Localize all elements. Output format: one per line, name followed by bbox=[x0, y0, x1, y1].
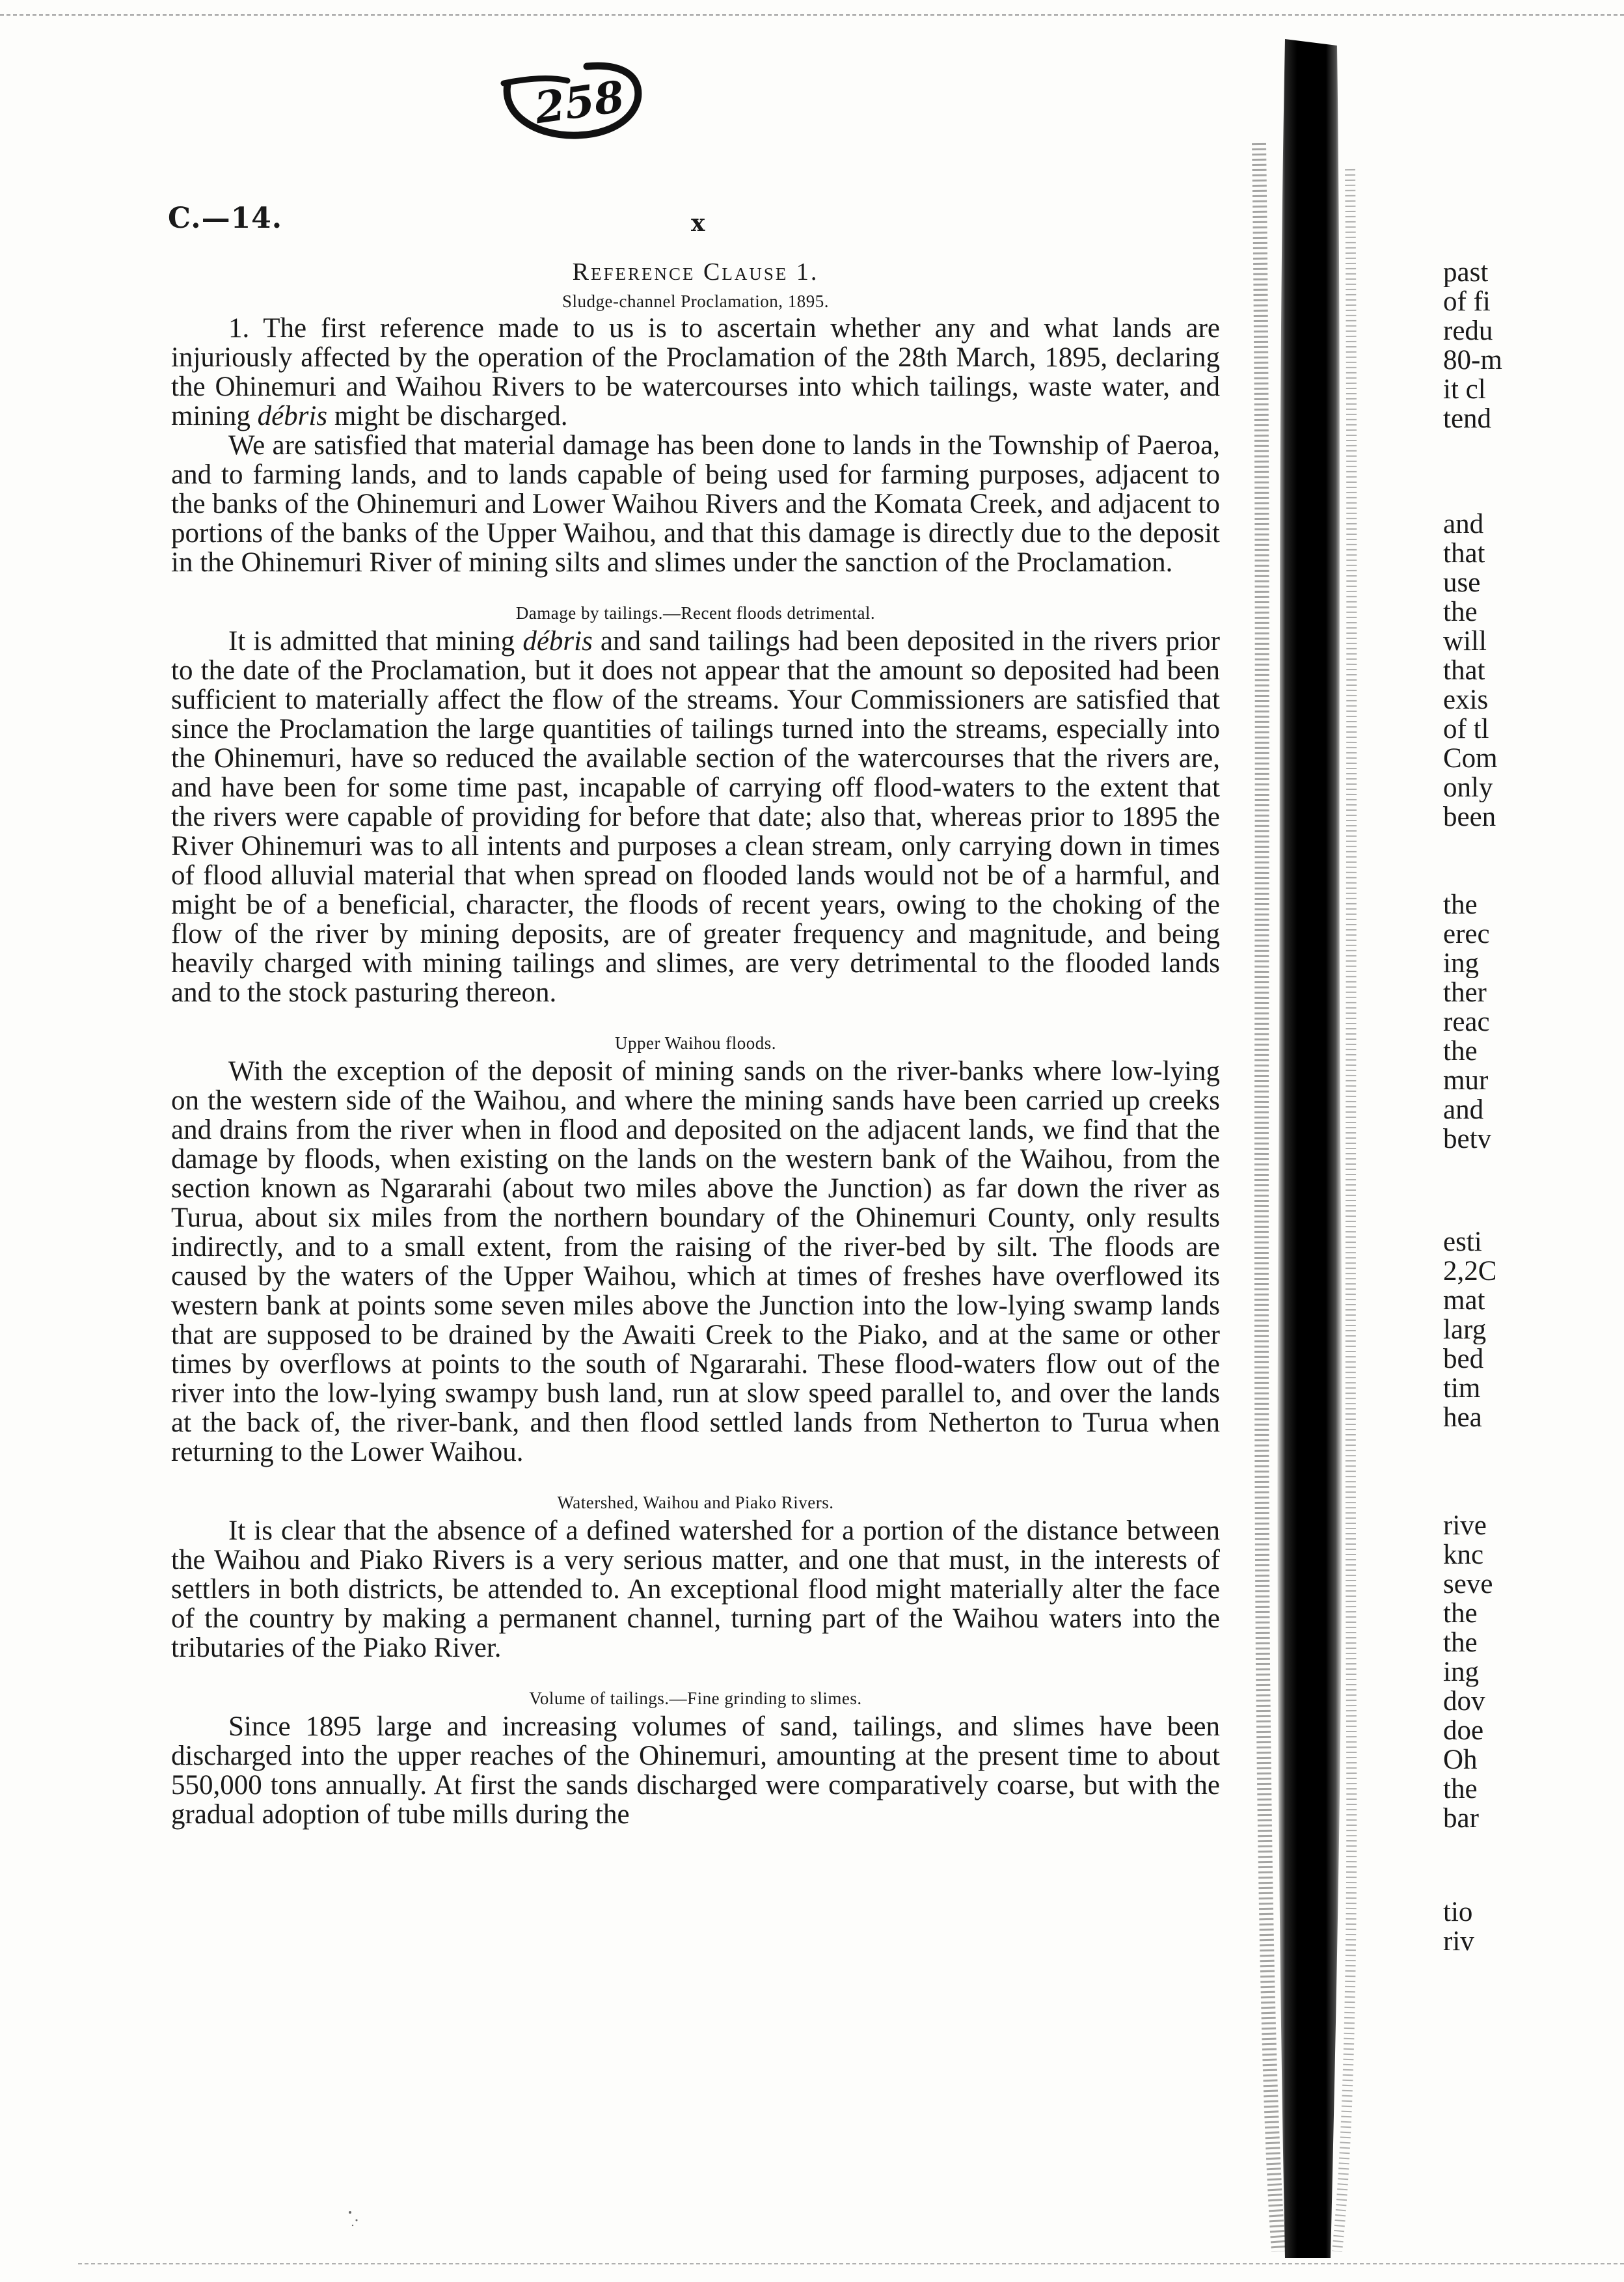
section-subtitle: Sludge-channel Proclamation, 1895. bbox=[562, 292, 829, 311]
facing-page-fragment: tio bbox=[1443, 1897, 1473, 1927]
facing-page-fragment: bar bbox=[1443, 1804, 1479, 1833]
facing-page-fragment: the bbox=[1443, 890, 1478, 919]
stamp-number: 258 bbox=[531, 70, 628, 134]
facing-page-fragment: will bbox=[1443, 627, 1487, 656]
facing-page-fragment: Oh bbox=[1443, 1745, 1478, 1774]
subsection-heading: Damage by tailings.—Recent floods detrimental. bbox=[515, 603, 876, 623]
text-run: Since 1895 large and increasing volumes of sand, tailings, and slimes have been discharged into the upper reaches of the Ohinemuri, amounting at the present time to about 550,000 tons annually. At first the sands discharged were comparatively coarse, but with the gradual adoption of tube mills during the bbox=[171, 1711, 1220, 1830]
paragraph bbox=[171, 1712, 1220, 1829]
facing-page-fragment: the bbox=[1443, 1037, 1478, 1066]
italic-term: débris bbox=[257, 401, 328, 431]
facing-page-fragment: 80-m bbox=[1443, 346, 1502, 375]
text-run: It is clear that the absence of a defined watershed for a portion of the distance between the Waihou and Piako Rivers is a very serious matter, and one that must, in the interests of settlers in both districts, be attended to. An exceptional flood might materially alter the face of the country by making a permanent channel, turning part of the Waihou waters into the tributaries of the Piako River. bbox=[171, 1515, 1220, 1663]
paragraph bbox=[171, 627, 1220, 1007]
paragraph bbox=[171, 1516, 1220, 1663]
facing-page-fragment: the bbox=[1443, 1774, 1478, 1804]
facing-page-fragment: ing bbox=[1443, 949, 1479, 978]
document-reference: C.—14. bbox=[168, 202, 283, 235]
paragraph bbox=[171, 1057, 1220, 1467]
facing-page-fragment: only bbox=[1443, 773, 1493, 802]
scan-speckle bbox=[345, 2206, 371, 2236]
facing-page-fragment: the bbox=[1443, 597, 1478, 627]
facing-page-fragment: use bbox=[1443, 568, 1481, 597]
subsection-heading: Upper Waihou floods. bbox=[614, 1033, 777, 1053]
facing-page-fragment: mur bbox=[1443, 1066, 1489, 1095]
body-text bbox=[171, 314, 1220, 1829]
facing-page-fragment: the bbox=[1443, 1599, 1478, 1628]
facing-page-fragment: the bbox=[1443, 1628, 1478, 1657]
section-title: Reference Clause 1. bbox=[572, 258, 819, 286]
facing-page-fragment: mat bbox=[1443, 1285, 1485, 1315]
facing-page-fragment: rive bbox=[1443, 1511, 1487, 1540]
facing-page-fragment: ing bbox=[1443, 1657, 1479, 1687]
scan-edge-top bbox=[0, 14, 1624, 16]
facing-page-fragment: and bbox=[1443, 509, 1484, 539]
paragraph bbox=[171, 314, 1220, 431]
facing-page-fragment: larg bbox=[1443, 1314, 1487, 1344]
text-run: and sand tailings had been deposited in the rivers prior to the date of the Proclamation, but it does not appear that the amount so deposited had been sufficient to materially affect the flow of the streams. Your Commissioners are satisfied that since the Proclamation the large quantities of tailings turned into the streams, especially into the Ohinemuri, have so reduced the available section of the watercourses that the rivers are, and have been for some time past, incapable of carrying off flood-waters to the extent that the rivers were capable of providing for before that date; also that, whereas prior to 1895 the River Ohinemuri was to all intents and purposes a clean stream, only carrying down in times of flood alluvial material that when spread on flooded lands would not be of a harmful, and might be of a beneficial, character, the floods of recent years, owing to the choking of the flow of the river by mining deposits, are of greater frequency and magnitude, and being heavily charged with mining tailings and slimes, are very detrimental to the flooded lands and to the stock pasturing thereon. bbox=[171, 626, 1220, 1008]
facing-page-fragment: hea bbox=[1443, 1402, 1482, 1432]
facing-page-fragment: tim bbox=[1443, 1373, 1481, 1403]
facing-page-fragment: erec bbox=[1443, 919, 1490, 949]
text-run: We are satisfied that material damage has been done to lands in the Township of Paeroa, and to farming lands, and to lands capable of being used for farming purposes, adjacent to the banks of the Ohinemuri and Lower Waihou Rivers and the Komata Creek, and adjacent to portions of the banks of the Upper Waihou, and that this damage is directly due to the deposit in the Ohinemuri River of mining silts and slimes under the sanction of the Proclamation. bbox=[171, 430, 1220, 578]
facing-page-fragment: Com bbox=[1443, 744, 1498, 773]
subsection-heading: Volume of tailings.—Fine grinding to slimes. bbox=[529, 1689, 862, 1708]
paragraph bbox=[171, 431, 1220, 577]
page-number-stamp bbox=[489, 59, 652, 143]
facing-page-fragment: esti bbox=[1443, 1227, 1482, 1256]
facing-page-fragment: of tl bbox=[1443, 714, 1489, 744]
facing-page-fragment: 2,2C bbox=[1443, 1256, 1497, 1286]
main-text-column bbox=[171, 258, 1220, 1829]
facing-page-fragment: redu bbox=[1443, 316, 1493, 346]
facing-page-fragment: doe bbox=[1443, 1716, 1484, 1745]
text-run: 1. The first reference made to us is to ascertain whether any and what lands are injuriously affected by the operation of the Proclamation of the 28th March, 1895, declaring the Ohinemuri and Waihou Rivers to be watercourses into which tailings, waste water, and mining bbox=[171, 313, 1220, 431]
facing-page-fragment: exis bbox=[1443, 685, 1489, 714]
text-run: With the exception of the deposit of mining sands on the river-banks where low-lying on the western side of the Waihou, and where the mining sands have been carried up creeks and drains from the river when in flood and deposited on the adjacent lands, we find that the damage by floods, when existing on the lands on the western bank of the Waihou, from the section known as Ngararahi (about two miles above the Junction) as far down the river as Turua, about six miles from the northern boundary of the Ohinemuri County, only results indirectly, and to a small extent, from the raising of the river-bed by silt. The floods are caused by the waters of the Upper Waihou, which at times of freshes have overflowed its western bank at points some seven miles above the Junction into the low-lying swamp lands that are supposed to be drained by the Awaiti Creek to the Piako, and at the same or other times by overflows at points to the south of Ngararahi. These flood-waters flow out of the river into the low-lying swampy bush land, run at slow speed parallel to, and over the lands at the back of, the river-bank, and then flood settled lands from Netherton to Turua when returning to the Lower Waihou. bbox=[171, 1056, 1220, 1467]
facing-page-fragment: been bbox=[1443, 802, 1496, 832]
facing-page-fragment: of fi bbox=[1443, 287, 1491, 316]
facing-page-fragment: knc bbox=[1443, 1540, 1484, 1569]
facing-page-fragment: seve bbox=[1443, 1569, 1493, 1599]
binding-shadow bbox=[1239, 39, 1367, 2258]
facing-page-fragment: bed bbox=[1443, 1344, 1484, 1374]
facing-page-fragment: dov bbox=[1443, 1687, 1485, 1716]
facing-page-fragment: ther bbox=[1443, 978, 1487, 1007]
subsection-heading: Watershed, Waihou and Piako Rivers. bbox=[557, 1493, 834, 1512]
text-run: might be discharged. bbox=[327, 401, 568, 431]
facing-page-fragment: betv bbox=[1443, 1124, 1492, 1154]
facing-page-fragment: that bbox=[1443, 539, 1485, 568]
facing-page-fragment: that bbox=[1443, 656, 1485, 685]
text-run: It is admitted that mining bbox=[228, 626, 523, 657]
facing-page-fragment: past bbox=[1443, 258, 1489, 287]
facing-page-fragment: riv bbox=[1443, 1927, 1474, 1956]
page-number: x bbox=[691, 210, 705, 237]
scan-edge-bottom bbox=[78, 2263, 1624, 2264]
italic-term: débris bbox=[522, 626, 593, 657]
facing-page-fragment: tend bbox=[1443, 404, 1492, 433]
facing-page-fragment: reac bbox=[1443, 1007, 1490, 1037]
facing-page-fragment: and bbox=[1443, 1095, 1484, 1124]
facing-page-fragment: it cl bbox=[1443, 375, 1486, 404]
